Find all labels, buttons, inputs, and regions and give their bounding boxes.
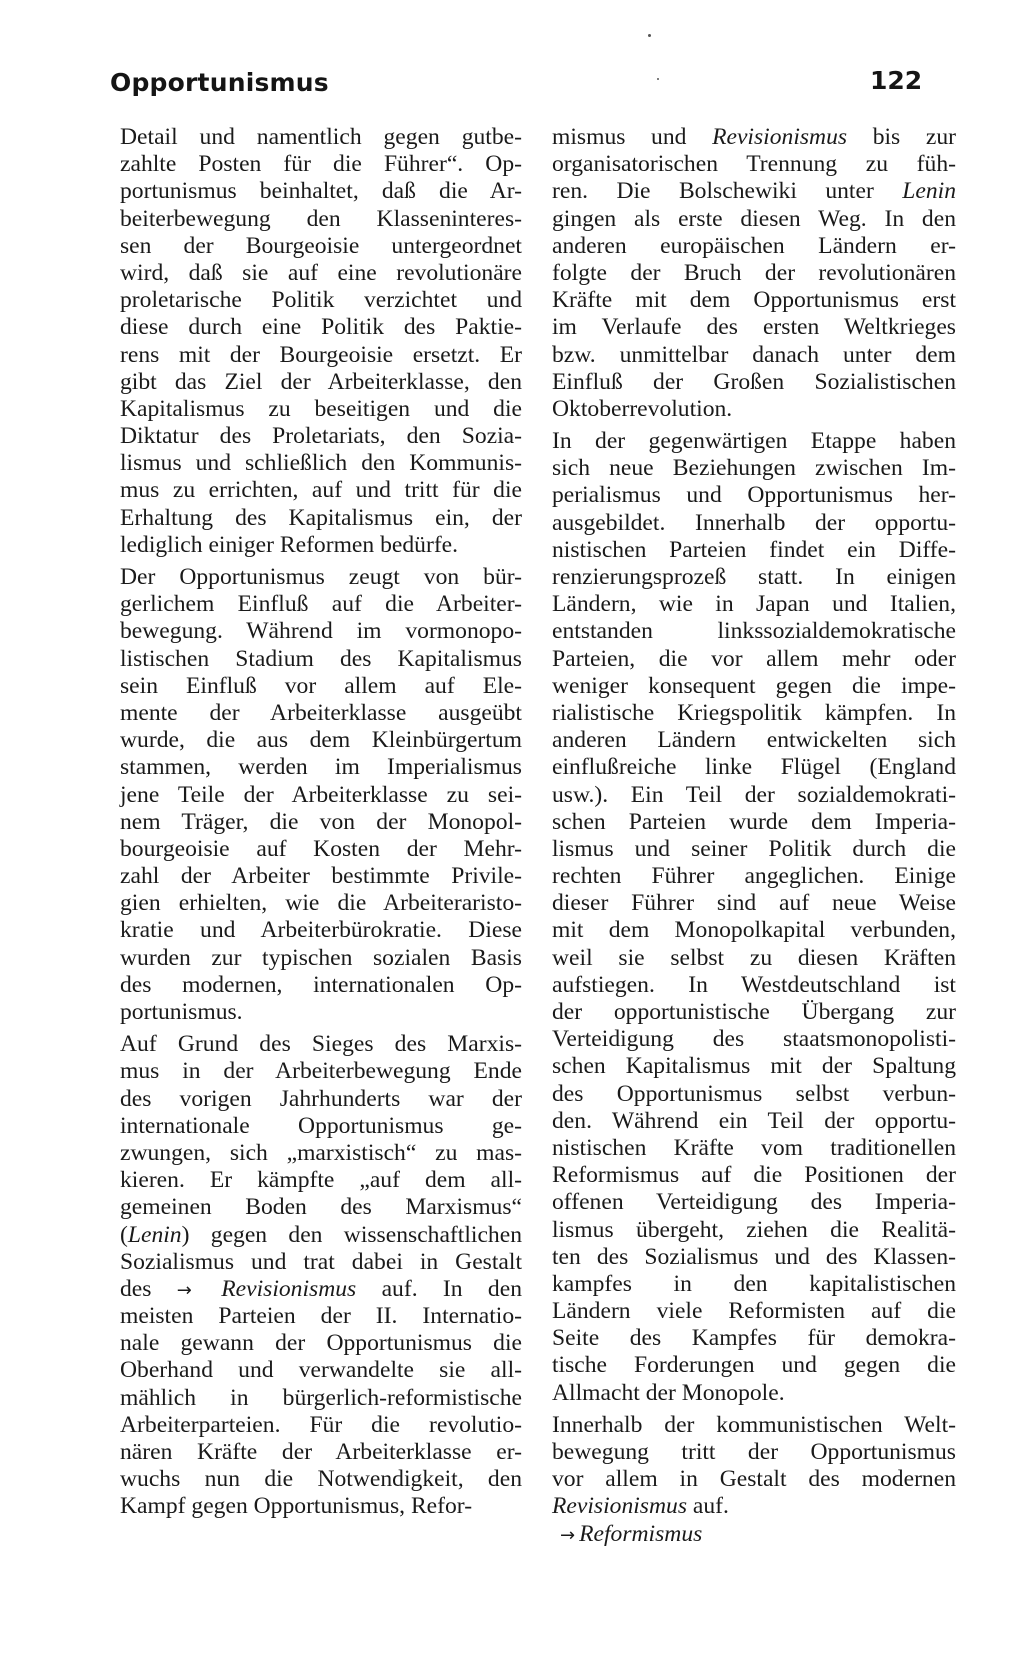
text-line: anderen Ländern entwickelten sich [552, 727, 956, 754]
cross-reference-arrow-icon: → [176, 1279, 192, 1301]
text-line: organisatorischen Trennung zu füh- [552, 151, 956, 178]
text-line: lismus übergeht, ziehen die Realitä- [552, 1216, 956, 1243]
italic-term: Lenin [127, 1221, 182, 1248]
text-line: proletarische Politik verzichtet und [120, 287, 522, 314]
text-line: rechten Führer angeglichen. Einige [552, 863, 956, 890]
text-line: des Opportunismus selbst verbun- [552, 1080, 956, 1107]
scan-speck [657, 78, 659, 80]
italic-term: Revisionismus [221, 1275, 357, 1302]
page-title: Opportunismus [110, 68, 329, 97]
text-line: Ländern, wie in Japan und Italien, [552, 591, 956, 618]
text-line: internationale Opportunismus ge- [120, 1112, 522, 1139]
text-line: ren. Die Bolschewiki unter Lenin [552, 178, 956, 205]
text-line: Oberhand und verwandelte sie all- [120, 1357, 522, 1384]
text-line: schen Kapitalismus mit der Spaltung [552, 1053, 956, 1080]
text-line: (Lenin) gegen den wissenschaftlichen [120, 1221, 522, 1248]
text-line: den. Während ein Teil der opportu- [552, 1107, 956, 1134]
italic-term: Revisionismus [552, 1493, 687, 1520]
text-line: zahlte Posten für die Führer“. Op- [120, 151, 522, 178]
text-line: im Verlaufe des ersten Weltkrieges [552, 314, 956, 341]
text-line: Verteidigung des staatsmonopolisti- [552, 1026, 956, 1053]
cross-reference-arrow-icon: → [560, 1524, 576, 1546]
left-paragraph [120, 124, 522, 559]
page-number: 122 [870, 66, 923, 95]
text-line: nistischen Kräfte vom traditionellen [552, 1134, 956, 1161]
cross-reference-link[interactable] [552, 1521, 956, 1548]
text-line: sen der Bourgeoisie untergeordnet [120, 232, 522, 259]
text-line: lediglich einiger Reformen bedürfe. [120, 531, 459, 558]
scan-speck [648, 34, 651, 37]
text-line: gingen als erste diesen Weg. In den [552, 205, 956, 232]
text-line: lismus und seiner Politik durch die [552, 835, 956, 862]
text-line: kieren. Er kämpfte „auf dem all- [120, 1167, 522, 1194]
text-line: des vorigen Jahrhunderts war der [120, 1085, 522, 1112]
text-line: rialistische Kriegspolitik kämpfen. In [552, 699, 956, 726]
italic-term: Lenin [902, 178, 956, 205]
text-line: Ländern viele Reformisten auf die [552, 1298, 956, 1325]
text-line: wird, daß sie auf eine revolutionäre [120, 259, 522, 286]
left-text-column [120, 124, 522, 1521]
text-line: meisten Parteien der II. Internatio- [120, 1303, 522, 1330]
text-line: nem Träger, die von der Monopol- [120, 808, 522, 835]
text-line: jene Teile der Arbeiterklasse zu sei- [120, 781, 522, 808]
text-line: sich neue Beziehungen zwischen Im- [552, 455, 956, 482]
text-line: der opportunistische Übergang zur [552, 999, 956, 1025]
text-line: Detail und namentlich gegen gutbe- [120, 124, 522, 150]
text-line: Parteien, die vor allem mehr oder [552, 645, 956, 672]
text-line: kampfes in den kapitalistischen [552, 1270, 956, 1297]
right-paragraph [552, 1412, 956, 1521]
right-paragraph [552, 124, 956, 423]
text-line: bourgeoisie auf Kosten der Mehr- [120, 835, 522, 862]
text-line: sein Einfluß vor allem auf Ele- [120, 672, 522, 699]
text-line: bewegung. Während im vormonopo- [120, 618, 522, 645]
text-line: Seite des Kampfes für demokra- [552, 1325, 956, 1352]
text-line: offenen Verteidigung des Imperia- [552, 1189, 956, 1216]
text-line: Allmacht der Monopole. [552, 1379, 785, 1406]
text-line: portunismus. [120, 999, 243, 1025]
text-line: gemeinen Boden des Marxismus“ [120, 1194, 522, 1221]
text-line: gien erhielten, wie die Arbeiteraristo- [120, 890, 522, 917]
text-line: Der Opportunismus zeugt von bür- [120, 564, 522, 590]
text-line: Kampf gegen Opportunismus, Refor- [120, 1493, 473, 1520]
text-line: des modernen, internationalen Op- [120, 971, 522, 998]
text-line: nale gewann der Opportunismus die [120, 1330, 522, 1357]
text-line: mit dem Monopolkapital verbunden, [552, 917, 956, 944]
text-line: einflußreiche linke Flügel (England [552, 754, 956, 781]
italic-term: Revisionismus [712, 124, 848, 150]
text-line: entstanden linkssozialdemokratische [552, 618, 956, 645]
text-line: Arbeiterparteien. Für die revolutio- [120, 1411, 522, 1438]
text-line: renzierungsprozeß statt. In einigen [552, 564, 956, 590]
right-text-column [552, 124, 956, 1548]
text-line: Revisionismus auf. [552, 1493, 729, 1520]
text-line: nären Kräfte der Arbeiterklasse er- [120, 1439, 522, 1465]
text-line: gerlichem Einfluß auf die Arbeiter- [120, 591, 522, 618]
text-line: Auf Grund des Sieges des Marxis- [120, 1031, 522, 1058]
text-line: bzw. unmittelbar danach unter dem [552, 341, 956, 368]
text-line: zahl der Arbeiter bestimmte Privile- [120, 863, 522, 890]
text-line: ten des Sozialismus und des Klassen- [552, 1243, 956, 1270]
text-line: Innerhalb der kommunistischen Welt- [552, 1411, 956, 1438]
text-line: mus zu errichten, auf und tritt für die [120, 477, 522, 504]
cross-reference-label: Reformismus [579, 1520, 703, 1547]
text-line: vor allem in Gestalt des modernen [552, 1466, 956, 1493]
text-line: stammen, werden im Imperialismus [120, 754, 522, 781]
left-paragraph [120, 1031, 522, 1520]
text-line: weil sie selbst zu diesen Kräften [552, 944, 956, 971]
text-line: zwungen, sich „marxistisch“ zu mas- [120, 1139, 522, 1166]
text-line: Reformismus auf die Positionen der [552, 1162, 956, 1189]
text-line: wurden zur typischen sozialen Basis [120, 944, 522, 971]
text-line: dieser Führer sind auf neue Weise [552, 890, 956, 917]
text-line: mählich in bürgerlich-reformistische [120, 1384, 522, 1411]
text-line: wurde, die aus dem Kleinbürgertum [120, 727, 522, 754]
text-line: lismus und schließlich den Kommunis- [120, 450, 522, 477]
text-line: portunismus beinhaltet, daß die Ar- [120, 178, 522, 205]
text-line: bewegung tritt der Opportunismus [552, 1439, 956, 1465]
text-line: Kapitalismus zu beseitigen und die [120, 395, 522, 422]
text-line: usw.). Ein Teil der sozialdemokrati- [552, 781, 956, 808]
text-line: Erhaltung des Kapitalismus ein, der [120, 504, 522, 531]
text-line: mente der Arbeiterklasse ausgeübt [120, 699, 522, 726]
text-line: gibt das Ziel der Arbeiterklasse, den [120, 368, 522, 395]
text-line: Einfluß der Großen Sozialistischen [552, 368, 956, 395]
text-line: ausgebildet. Innerhalb der opportu- [552, 509, 956, 536]
text-line: listischen Stadium des Kapitalismus [120, 645, 522, 672]
text-line: Sozialismus und trat dabei in Gestalt [120, 1248, 522, 1275]
text-line: Diktatur des Proletariats, den Sozia- [120, 423, 522, 450]
text-line: mismus und Revisionismus bis zur [552, 124, 956, 150]
text-line: weniger konsequent gegen die impe- [552, 672, 956, 699]
text-line: In der gegenwärtigen Etappe haben [552, 428, 956, 455]
text-line: perialismus und Opportunismus her- [552, 482, 956, 509]
text-line: Kräfte mit dem Opportunismus erst [552, 287, 956, 314]
text-line: kratie und Arbeiterbürokratie. Diese [120, 917, 522, 944]
text-line: Oktoberrevolution. [552, 395, 733, 422]
text-line: rens mit der Bourgeoisie ersetzt. Er [120, 341, 522, 368]
text-line: aufstiegen. In Westdeutschland ist [552, 971, 956, 998]
text-line: schen Parteien wurde dem Imperia- [552, 808, 956, 835]
text-line: folgte der Bruch der revolutionären [552, 259, 956, 286]
left-paragraph [120, 564, 522, 1026]
right-paragraph [552, 428, 956, 1407]
text-line: mus in der Arbeiterbewegung Ende [120, 1058, 522, 1085]
text-line: diese durch eine Politik des Paktie- [120, 314, 522, 341]
text-line: des → Revisionismus auf. In den [120, 1275, 522, 1302]
text-line: nistischen Parteien findet ein Diffe- [552, 536, 956, 563]
text-line: anderen europäischen Ländern er- [552, 232, 956, 259]
text-line: beiterbewegung den Klasseninteres- [120, 205, 522, 232]
text-line: tische Forderungen und gegen die [552, 1352, 956, 1379]
text-line: wuchs nun die Notwendigkeit, den [120, 1466, 522, 1493]
